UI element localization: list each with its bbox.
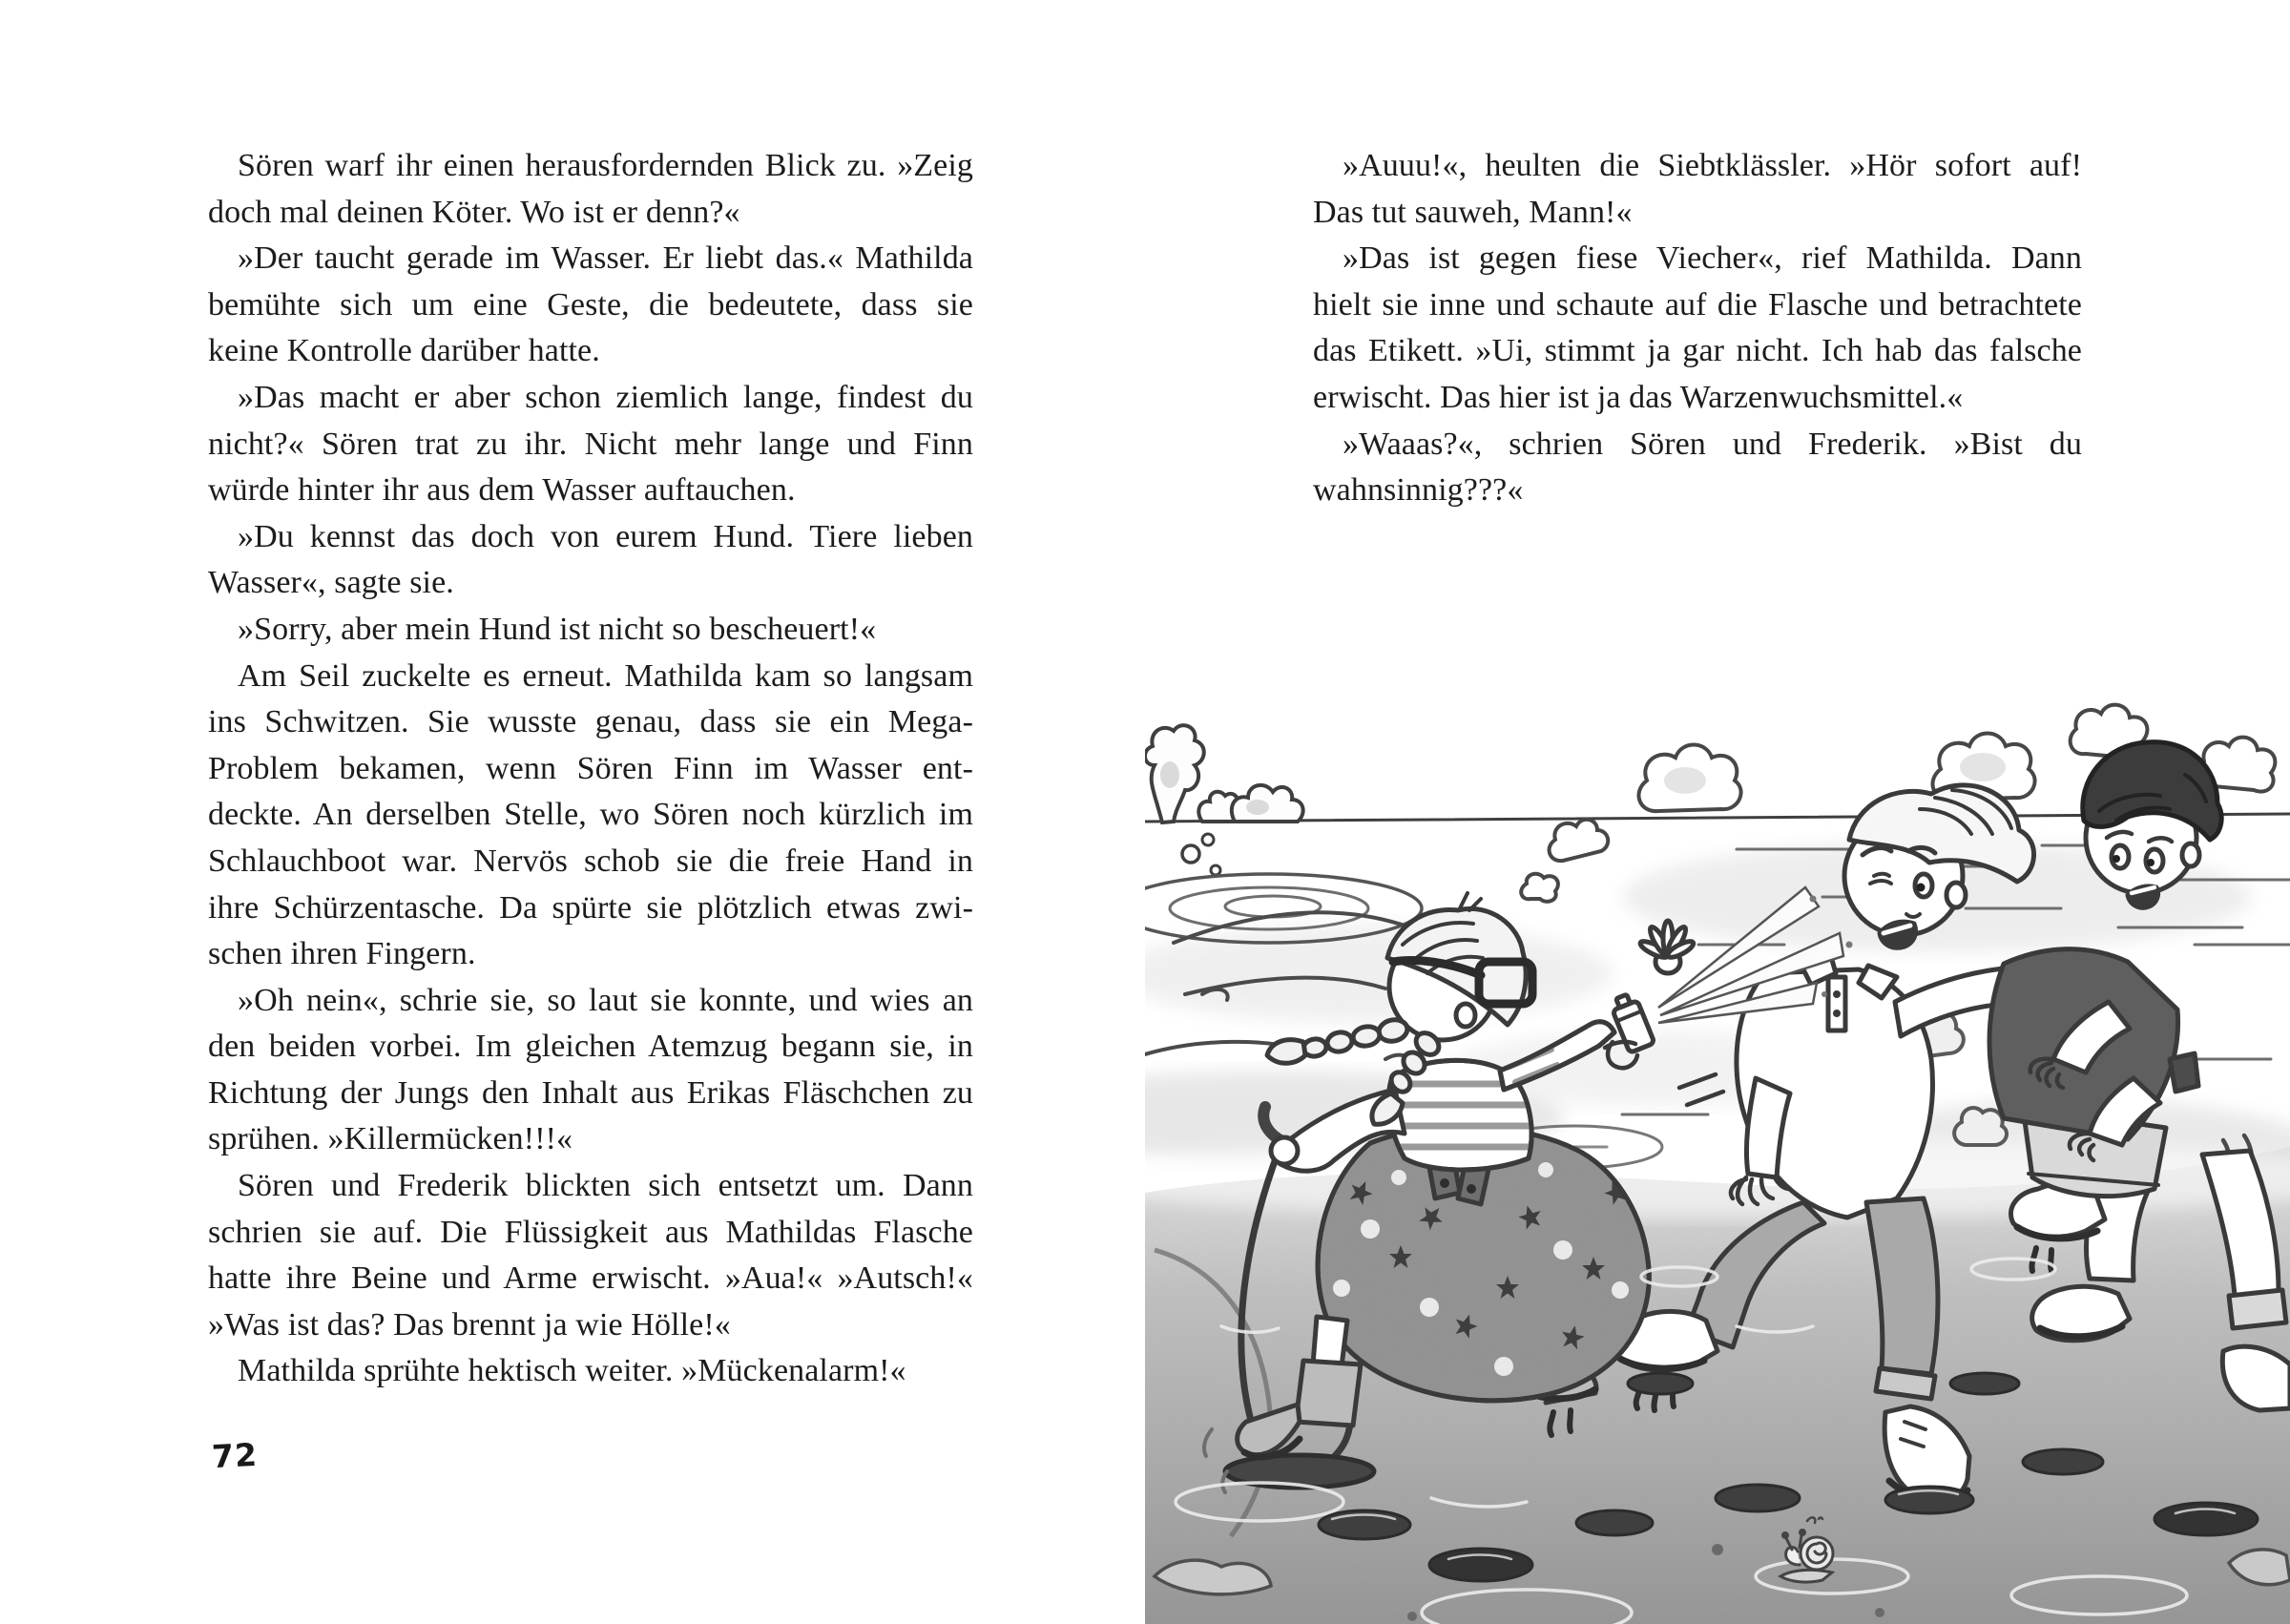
text-line: hielt sie inne und schaute auf die Flasche und betrachtete xyxy=(1313,286,2082,323)
text-line: »Das macht er aber schon ziemlich lange, findest du xyxy=(238,379,973,415)
text-line: ins Schwitzen. Sie wusste genau, dass sie ein Mega- xyxy=(208,704,973,740)
pond-illustration xyxy=(1145,658,2290,1624)
text-line: »Oh nein«, schrie sie, so laut sie konnte, und wies an xyxy=(238,982,973,1018)
text-line: würde hinter ihr aus dem Wasser auftauchen. xyxy=(208,472,796,509)
text-line: nicht?« Sören trat zu ihr. Nicht mehr lange und Finn xyxy=(208,426,973,462)
text-line: Am Seil zuckelte es erneut. Mathilda kam so langsam xyxy=(238,657,973,694)
text-line: Das tut sauweh, Mann!« xyxy=(1313,194,1633,230)
text-line: wahnsinnig???« xyxy=(1313,472,1524,509)
text-line: sprühen. »Killermücken!!!« xyxy=(208,1121,573,1157)
text-line: »Was ist das? Das brennt ja wie Hölle!« xyxy=(208,1306,731,1343)
text-line: schen ihren Fingern. xyxy=(208,936,476,972)
text-line: »Sorry, aber mein Hund ist nicht so bescheuert!« xyxy=(238,611,877,647)
text-line: »Auuu!«, heulten die Siebtklässler. »Hör sofort auf! xyxy=(1343,148,2082,183)
text-line: schrien sie auf. Die Flüssigkeit aus Mathildas Flasche xyxy=(208,1214,973,1250)
text-line: »Du kennst das doch von eurem Hund. Tiere lieben xyxy=(238,518,973,554)
text-line: Mathilda sprühte hektisch weiter. »Mückenalarm!« xyxy=(238,1353,906,1389)
page-number: 72 xyxy=(211,1435,259,1476)
text-line: Schlauchboot war. Nervös schob sie die freie Hand in xyxy=(208,843,973,879)
text-line: bemühte sich um eine Geste, die bedeutete, dass sie xyxy=(208,286,973,323)
text-line: erwischt. Das hier ist ja das Warzenwuchsmittel.« xyxy=(1313,379,1964,415)
right-page-text xyxy=(1313,143,2082,514)
text-line: »Waaas?«, schrien Sören und Frederik. »Bist du xyxy=(1343,426,2082,462)
text-line: »Der taucht gerade im Wasser. Er liebt das.« Mathilda xyxy=(238,240,973,277)
text-line: »Das ist gegen fiese Viecher«, rief Mathilda. Dann xyxy=(1343,240,2082,277)
pond-illustration-svg xyxy=(1145,658,2290,1624)
text-line: Problem bekamen, wenn Sören Finn im Wasser ent- xyxy=(208,750,973,786)
text-line: keine Kontrolle darüber hatte. xyxy=(208,333,600,369)
text-line: doch mal deinen Köter. Wo ist er denn?« xyxy=(208,194,740,230)
text-line: deckte. An derselben Stelle, wo Sören noch kürzlich im xyxy=(208,797,973,833)
left-page-text xyxy=(208,143,973,1395)
text-line: Sören und Frederik blickten sich entsetzt um. Dann xyxy=(238,1168,973,1204)
text-line: das Etikett. »Ui, stimmt ja gar nicht. Ich hab das falsche xyxy=(1313,333,2082,369)
text-line: hatte ihre Beine und Arme erwischt. »Aua!« »Autsch!« xyxy=(208,1260,973,1297)
text-line: Sören warf ihr einen herausfordernden Blick zu. »Zeig xyxy=(238,148,973,183)
text-line: Richtung der Jungs den Inhalt aus Erikas Fläschchen zu xyxy=(208,1074,973,1111)
text-line: ihre Schürzentasche. Da spürte sie plötzlich etwas zwi- xyxy=(208,889,973,926)
text-line: den beiden vorbei. Im gleichen Atemzug begann sie, in xyxy=(208,1029,973,1065)
text-line: Wasser«, sagte sie. xyxy=(208,565,454,601)
